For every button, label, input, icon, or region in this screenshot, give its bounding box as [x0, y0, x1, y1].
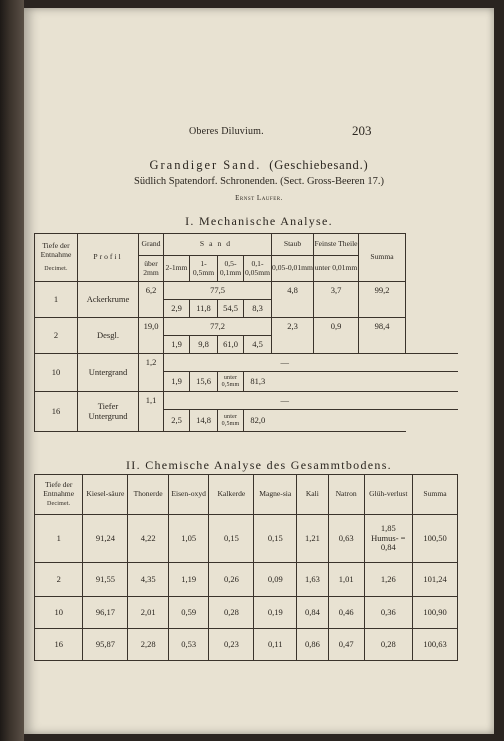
sand-2-cell: 14,8: [190, 410, 218, 432]
sand-2-cell: 15,6: [190, 372, 218, 392]
chem-summa-cell: 100,50: [413, 515, 458, 563]
col-tiefe-label: Tiefe der Entnahme: [40, 241, 72, 260]
chem-glueh-note: Humus- = 0,84: [371, 532, 406, 553]
chem-thon-cell: 2,01: [128, 597, 169, 629]
depth-cell: 2: [35, 318, 78, 354]
col-summa: Summa: [359, 234, 406, 282]
depth-cell: 1: [35, 282, 78, 318]
section-title: [24, 158, 494, 173]
chem-kiesel-cell: 91,24: [83, 515, 128, 563]
chem-kalk-cell: 0,15: [209, 515, 254, 563]
chemical-heading: II. Chemische Analyse des Gesammtbodens.: [126, 458, 392, 472]
page-header: [24, 123, 494, 142]
staub-cell: [272, 372, 314, 392]
sand-total-cell: 77,2: [164, 318, 272, 336]
sand-total-cell: —: [164, 354, 406, 372]
sand-2-cell: 11,8: [190, 300, 218, 318]
sand-4-cell: 81,3: [244, 372, 272, 392]
chem-eisen-cell: 1,05: [168, 515, 209, 563]
chem-kiesel-cell: 91,55: [83, 563, 128, 597]
depth-cell: 16: [35, 392, 78, 432]
sand-4-cell: 82,0: [244, 410, 272, 432]
summa-cell: [406, 354, 459, 372]
chem-thon-cell: 4,22: [128, 515, 169, 563]
depth-cell: 10: [35, 354, 78, 392]
chem-kali-cell: 1,21: [297, 515, 329, 563]
table-row: [35, 629, 458, 661]
sand-4-cell: 8,3: [244, 300, 272, 318]
chem-col-summa: Summa: [413, 475, 458, 515]
chem-kalk-cell: 0,26: [209, 563, 254, 597]
book-page: [24, 8, 494, 734]
table-row: [35, 515, 458, 563]
chem-col-kali: Kali: [297, 475, 329, 515]
table-row: [35, 282, 459, 300]
profile-cell: Untergrand: [78, 354, 139, 392]
chem-eisen-cell: 0,59: [168, 597, 209, 629]
chem-magn-cell: 0,11: [254, 629, 297, 661]
table-row: [35, 392, 459, 410]
chem-natron-cell: 0,46: [328, 597, 364, 629]
chem-depth-cell: 1: [35, 515, 83, 563]
col-sand-3: 0,5-0,1mm: [218, 256, 244, 282]
chem-depth-cell: 2: [35, 563, 83, 597]
sand-1-cell: 2,9: [164, 300, 190, 318]
chem-depth-cell: 16: [35, 629, 83, 661]
table-row: [35, 563, 458, 597]
feinste-cell: [314, 410, 359, 432]
profile-cell: Desgl.: [78, 318, 139, 354]
summa-cell-sub: [359, 410, 406, 432]
grand-cell: 19,0: [139, 318, 164, 354]
chem-col-glueh: Glüh-verlust: [364, 475, 412, 515]
profile-cell: Ackerkrume: [78, 282, 139, 318]
chem-glueh-cell: 0,36: [364, 597, 412, 629]
chem-col-decimet: Decimet.: [46, 501, 71, 508]
col-sand: Sand: [164, 234, 272, 256]
title-geschiebesand: (Geschiebesand.): [269, 158, 369, 172]
col-staub-sub: 0,05-0,01mm: [272, 256, 314, 282]
staub-cell: [272, 410, 314, 432]
sand-2-cell: 9,8: [190, 336, 218, 354]
summa-cell: 98,4: [359, 318, 406, 354]
sand-1-cell: 1,9: [164, 336, 190, 354]
sand-4-cell: 4,5: [244, 336, 272, 354]
table-row: [35, 354, 459, 372]
summa-cell: 99,2: [359, 282, 406, 318]
chem-glueh-cell: 1,26: [364, 563, 412, 597]
chem-eisen-cell: 1,19: [168, 563, 209, 597]
grand-cell: 1,1: [139, 392, 164, 432]
feinste-cell: 0,9: [314, 318, 359, 354]
sand-total-cell: 77,5: [164, 282, 272, 300]
sand-1-cell: 1,9: [164, 372, 190, 392]
chem-natron-cell: 1,01: [328, 563, 364, 597]
sand-1-cell: 2,5: [164, 410, 190, 432]
chem-magn-cell: 0,09: [254, 563, 297, 597]
profile-cell: Tiefer Untergrund: [78, 392, 139, 432]
col-sand-1: 2-1mm: [164, 256, 190, 282]
summa-cell-sub: [359, 372, 406, 392]
grand-cell: 6,2: [139, 282, 164, 318]
col-sand-2: 1-0,5mm: [190, 256, 218, 282]
chem-col-thonerde: Thonerde: [128, 475, 169, 515]
staub-cell: 4,8: [272, 282, 314, 318]
chem-col-tiefe-label: Tiefe der Entnahme: [43, 479, 75, 498]
chem-summa-cell: 100,90: [413, 597, 458, 629]
chemical-table: [34, 474, 458, 661]
col-grand-sub: über 2mm: [139, 256, 164, 282]
running-head: Oberes Diluvium.: [189, 126, 264, 137]
chem-natron-cell: 0,47: [328, 629, 364, 661]
chem-col-kalkerde: Kalkerde: [209, 475, 254, 515]
chem-col-natron: Natron: [328, 475, 364, 515]
chem-kiesel-cell: 95,87: [83, 629, 128, 661]
col-tiefe: [35, 234, 78, 282]
chem-thon-cell: 4,35: [128, 563, 169, 597]
sand-total-cell: —: [164, 392, 406, 410]
staub-cell: 2,3: [272, 318, 314, 354]
chem-kalk-cell: 0,28: [209, 597, 254, 629]
chem-kiesel-cell: 96,17: [83, 597, 128, 629]
chem-kali-cell: 0,86: [297, 629, 329, 661]
chem-summa-cell: 101,24: [413, 563, 458, 597]
grand-cell: 1,2: [139, 354, 164, 392]
table-row: [35, 597, 458, 629]
table-row: [35, 318, 459, 336]
chem-glueh-value: 1,85: [380, 522, 396, 533]
chem-col-tiefe: [35, 475, 83, 515]
mechanical-heading: I. Mechanische Analyse.: [185, 214, 333, 228]
col-profil: Profil: [78, 234, 139, 282]
chem-col-eisen: Eisen-oxyd: [168, 475, 209, 515]
col-sand-4: 0,1-0,05mm: [244, 256, 272, 282]
location-line: Südlich Spatendorf. Schronenden. (Sect. Gross-Beeren 17.): [134, 176, 384, 187]
chem-summa-cell: 100,63: [413, 629, 458, 661]
chem-kali-cell: 0,84: [297, 597, 329, 629]
chem-col-kiesel: Kiesel-säure: [83, 475, 128, 515]
chem-depth-cell: 10: [35, 597, 83, 629]
sand-3-cell: unter 0,5mm: [218, 372, 244, 392]
chem-kalk-cell: 0,23: [209, 629, 254, 661]
chem-magn-cell: 0,15: [254, 515, 297, 563]
chem-glueh-cell: 0,28: [364, 629, 412, 661]
feinste-cell: [314, 372, 359, 392]
chem-natron-cell: 0,63: [328, 515, 364, 563]
book-spine: [0, 0, 24, 741]
chem-magn-cell: 0,19: [254, 597, 297, 629]
col-staub: Staub: [272, 234, 314, 256]
mechanical-table: [34, 233, 458, 432]
col-grand: Grand: [139, 234, 164, 256]
chem-kali-cell: 1,63: [297, 563, 329, 597]
col-decimet: Decimet.: [44, 265, 68, 272]
col-feinste-sub: unter 0,01mm: [314, 256, 359, 282]
chem-thon-cell: 2,28: [128, 629, 169, 661]
feinste-cell: 3,7: [314, 282, 359, 318]
title-grandiger: Grandiger Sand.: [149, 158, 262, 172]
page-number: 203: [352, 123, 372, 138]
summa-cell: [406, 392, 459, 410]
chem-glueh-cell: [364, 515, 412, 563]
col-feinste: Feinste Theile: [314, 234, 359, 256]
sand-3-cell: unter 0,5mm: [218, 410, 244, 432]
author-line: Ernst Laufer.: [235, 194, 283, 202]
sand-3-cell: 61,0: [218, 336, 244, 354]
sand-3-cell: 54,5: [218, 300, 244, 318]
chem-eisen-cell: 0,53: [168, 629, 209, 661]
chem-col-magnesia: Magne-sia: [254, 475, 297, 515]
